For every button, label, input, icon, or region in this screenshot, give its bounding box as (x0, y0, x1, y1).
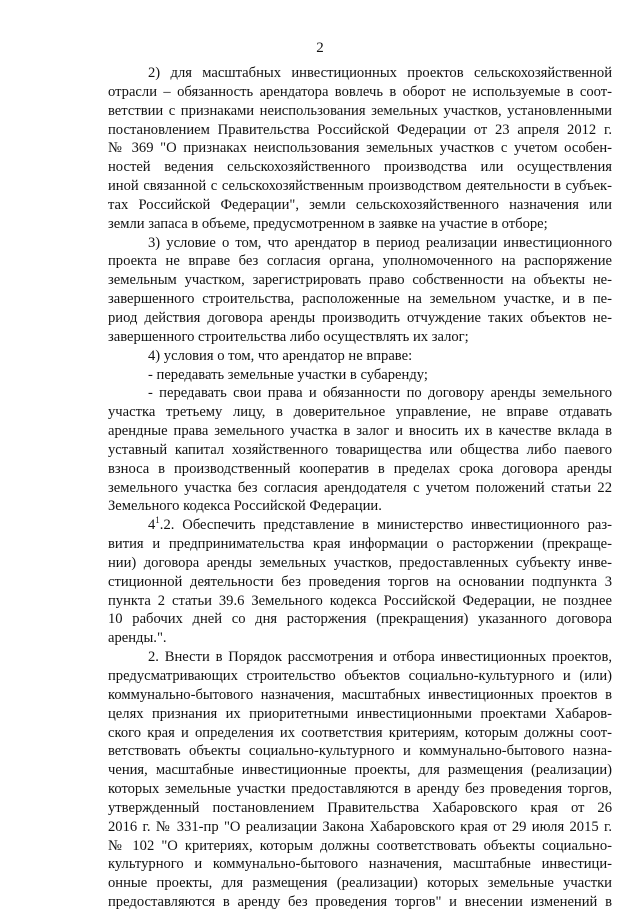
text-line: 4) условия о том, что арендатор не вправе: (148, 347, 413, 364)
text-line: завершенного строительства либо осуществлять их залог; (108, 328, 469, 345)
text-line: ского края и определения их соответствия критериям, которым должны соот- (108, 724, 612, 741)
text-line: культурного и коммунально-бытового назначения, масштабные инвестици- (108, 856, 612, 873)
text-line: земельного участка без согласия арендодателя с учетом положений статьи 22 (108, 479, 612, 496)
text-line: постановлением Правительства Российской Федерации от 23 апреля 2012 г. (108, 121, 612, 138)
paragraph-item-2 (108, 64, 612, 234)
text-line: чения, масштабные инвестиционные проекты, для размещения (реализации) (108, 762, 612, 779)
text-line: 3) условие о том, что арендатор в период реализации инвестиционного (148, 234, 612, 251)
text-line: риод действия договора аренды производить отчуждение таких объектов не- (108, 309, 612, 326)
text-line: предусматривающих строительство объектов социально-культурного и (или) (108, 668, 612, 684)
text-line: 2) для масштабных инвестиционных проектов сельскохозяйственной (148, 65, 612, 81)
text-line: № 102 "О критериях, которым должны соответствовать объекты социально- (108, 837, 612, 854)
text-line: вития и предпринимательства края информации о расторжении (прекраще- (108, 536, 612, 553)
paragraph-item-4 (108, 347, 612, 366)
clause-number: 4 (148, 517, 156, 534)
paragraph-amendments (108, 648, 612, 912)
document-body (108, 64, 612, 912)
text-line: 2016 г. № 331-пр "О реализации Закона Хабаровского края от 29 июля 2015 г. (108, 818, 612, 835)
paragraph-item-3 (108, 234, 612, 347)
text-line: взноса в производственный кооператив в пределах срока договора аренды (108, 460, 612, 477)
text-line: нии) договора аренды земельных участков, предоставленных субъекту инве- (108, 554, 612, 571)
text-line: - передавать земельные участки в субаренду; (148, 366, 428, 383)
text-line: онные проекты, для размещения (реализации) которых земельные участки (108, 875, 612, 892)
text-line: арендные права земельного участка в залог и вносить их в качестве вклада в (108, 423, 612, 440)
text-line: 10 рабочих дней со дня расторжения (прекращения) указанного договора (108, 611, 612, 628)
text-line: которых земельные участки предоставляются в аренду без проведения торгов, (108, 781, 612, 798)
clause-lead-text: .2. Обеспечить представление в министерство инвестиционного раз- (159, 517, 612, 534)
text-line: стиционной деятельности без проведения торгов на основании подпункта 3 (108, 573, 612, 590)
text-line: ветствовать объекты социально-культурного и коммунально-бытового назна- (108, 743, 612, 760)
text-line: завершенного строительства, расположенные на земельном участке, и в пе- (108, 291, 612, 308)
text-line: Земельного кодекса Российской Федерации. (108, 498, 382, 515)
paragraph-sublease (108, 366, 612, 385)
text-line: тах Российской Федерации", земли сельскохозяйственного назначения или (108, 196, 612, 213)
text-line: участка третьему лицу, в доверительное управление, не вправе отдавать (108, 404, 612, 421)
text-line: отрасли – обязанность арендатора вовлечь в оборот не используемые в соот- (108, 83, 612, 100)
text-line: предоставляются в аренду без проведения торгов" и внесении изменений в (108, 894, 612, 911)
clause-superscript: 1 (155, 516, 160, 526)
paragraph-transfer-rights (108, 384, 612, 516)
text-line: - передавать свои права и обязанности по договору аренды земельного (148, 385, 612, 402)
text-line: иной связанной с сельскохозяйственным производством деятельности в субъек- (108, 178, 612, 195)
text-line: ностей ведения сельскохозяйственного производства или осуществления (108, 159, 612, 176)
page-number: 2 (316, 40, 324, 56)
text-line: аренды.". (108, 630, 167, 647)
text-line: 2. Внести в Порядок рассмотрения и отбора инвестиционных проектов, (148, 649, 612, 666)
text-line (108, 516, 612, 535)
paragraph-item-4-1-2 (108, 516, 612, 648)
text-line: утвержденный постановлением Правительства Хабаровского края от 26 (108, 799, 612, 816)
text-line: проекта не вправе без согласия органа, уполномоченного на распоряжение (108, 253, 612, 270)
text-line: земли запаса в объеме, предусмотренном в заявке на участие в отборе; (108, 215, 548, 232)
text-line: № 369 "О признаках неиспользования земельных участков с учетом особен- (108, 140, 612, 157)
text-line: земельным участком, зарегистрировать право собственности на объекты не- (108, 272, 612, 289)
text-line: коммунально-бытового назначения, масштабных инвестиционных проектов в (108, 686, 612, 703)
text-line: уставный капитал хозяйственного товарищества или общества либо паевого (108, 441, 612, 458)
text-line: целях признания их приоритетными инвестиционными проектами Хабаров- (108, 705, 612, 722)
text-line: пункта 2 статьи 39.6 Земельного кодекса Российской Федерации, не позднее (108, 592, 612, 609)
text-line: ветствии с признаками неиспользования земельных участков, установленными (108, 102, 612, 119)
